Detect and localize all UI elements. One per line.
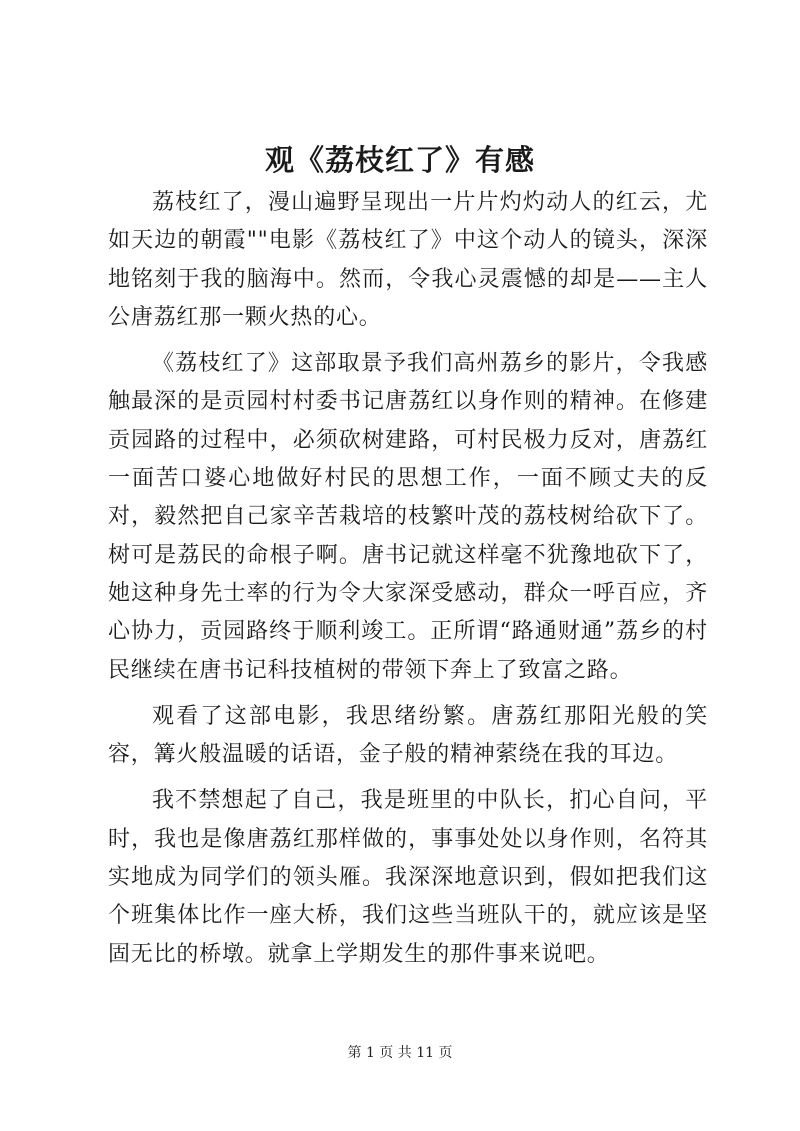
document-title: 观《荔枝红了》有感 xyxy=(264,143,535,177)
document-body xyxy=(108,184,708,982)
paragraph-3: 观看了这部电影，我思绪纷繁。唐荔红那阳光般的笑容，篝火般温暖的话语，金子般的精神萦绕在我的耳边。 xyxy=(108,703,708,768)
paragraph-4: 我不禁想起了自己，我是班里的中队长，扪心自问，平时，我也是像唐荔红那样做的，事事处处以身作则，名符其实地成为同学们的领头雁。我深深地意识到，假如把我们这个班集体比作一座大桥，我们这些当班队干的，就应该是坚固无比的桥墩。就拿上学期发生的那件事来说吧。 xyxy=(108,788,708,967)
paragraph-1: 荔枝红了，漫山遍野呈现出一片片灼灼动人的红云，尤如天边的朝霞""电影《荔枝红了》中这个动人的镜头，深深地铭刻于我的脑海中。然而，令我心灵震憾的却是——主人公唐荔红那一颗火热的心。 xyxy=(108,190,708,330)
page-number-footer: 第 1 页 共 11 页 xyxy=(347,1045,453,1061)
paragraph-2: 《荔枝红了》这部取景予我们高州荔乡的影片，令我感触最深的是贡园村村委书记唐荔红以身作则的精神。在修建贡园路的过程中，必须砍树建路，可村民极力反对，唐荔红一面苦口婆心地做好村民的思想工作，一面不顾丈夫的反对，毅然把自己家辛苦栽培的枝繁叶茂的荔枝树给砍下了。树可是荔民的命根子啊。唐书记就这样毫不犹豫地砍下了，她这种身先士率的行为令大家深受感动，群众一呼百应，齐心协力，贡园路终于顺利竣工。正所谓“路通财通”荔乡的村民继续在唐书记科技植树的带领下奔上了致富之路。 xyxy=(108,351,708,683)
